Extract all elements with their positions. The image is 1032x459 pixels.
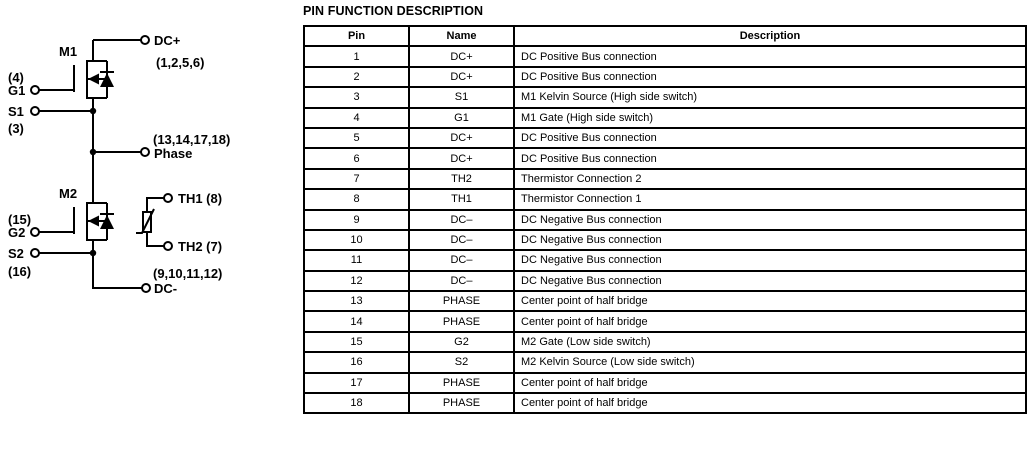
table-row bbox=[304, 67, 1026, 87]
table-row bbox=[304, 87, 1026, 107]
schematic-svg bbox=[0, 0, 300, 459]
name-cell: PHASE bbox=[409, 311, 514, 331]
description-column-header: Description bbox=[514, 26, 1026, 46]
table-row bbox=[304, 169, 1026, 189]
name-cell: S2 bbox=[409, 352, 514, 372]
table-row bbox=[304, 352, 1026, 372]
th2-label: TH2 (7) bbox=[178, 239, 223, 254]
description-cell: Center point of half bridge bbox=[514, 373, 1026, 393]
table-row bbox=[304, 46, 1026, 66]
table-row bbox=[304, 373, 1026, 393]
description-cell: Thermistor Connection 2 bbox=[514, 169, 1026, 189]
name-cell: S1 bbox=[409, 87, 514, 107]
table-row bbox=[304, 230, 1026, 250]
s2-pin-number: (16) bbox=[8, 264, 32, 279]
description-cell: DC Negative Bus connection bbox=[514, 250, 1026, 270]
pin-cell: 15 bbox=[304, 332, 409, 352]
name-cell: DC+ bbox=[409, 128, 514, 148]
name-cell: DC+ bbox=[409, 67, 514, 87]
pin-cell: 12 bbox=[304, 271, 409, 291]
table-row bbox=[304, 393, 1026, 413]
s1-pin-number: (3) bbox=[8, 121, 24, 136]
name-cell: DC– bbox=[409, 271, 514, 291]
table-row bbox=[304, 291, 1026, 311]
s2-label: S2 bbox=[8, 246, 24, 261]
s2-terminal bbox=[31, 249, 39, 257]
half-bridge-schematic bbox=[0, 0, 300, 459]
pin-function-panel bbox=[303, 4, 1025, 414]
name-cell: TH1 bbox=[409, 189, 514, 209]
description-cell: Center point of half bridge bbox=[514, 291, 1026, 311]
description-cell: Thermistor Connection 1 bbox=[514, 189, 1026, 209]
description-cell: DC Negative Bus connection bbox=[514, 271, 1026, 291]
pin-cell: 3 bbox=[304, 87, 409, 107]
dc-minus-label: DC- bbox=[154, 281, 178, 296]
name-cell: DC+ bbox=[409, 148, 514, 168]
g1-terminal bbox=[31, 86, 39, 94]
thermistor-symbol bbox=[136, 197, 164, 247]
pin-cell: 13 bbox=[304, 291, 409, 311]
dc-plus-terminal bbox=[141, 36, 149, 44]
description-cell: DC Positive Bus connection bbox=[514, 128, 1026, 148]
description-cell: M2 Kelvin Source (Low side switch) bbox=[514, 352, 1026, 372]
s1-terminal bbox=[31, 107, 39, 115]
description-cell: M1 Kelvin Source (High side switch) bbox=[514, 87, 1026, 107]
name-cell: G1 bbox=[409, 108, 514, 128]
description-cell: DC Positive Bus connection bbox=[514, 148, 1026, 168]
description-cell: Center point of half bridge bbox=[514, 311, 1026, 331]
pin-table-body bbox=[304, 46, 1026, 413]
pin-cell: 18 bbox=[304, 393, 409, 413]
g2-pin-number: (15) bbox=[8, 212, 32, 227]
description-cell: DC Negative Bus connection bbox=[514, 230, 1026, 250]
pin-cell: 2 bbox=[304, 67, 409, 87]
name-column-header: Name bbox=[409, 26, 514, 46]
g1-label: G1 bbox=[8, 83, 26, 98]
name-cell: TH2 bbox=[409, 169, 514, 189]
phase-pin-numbers: (13,14,17,18) bbox=[153, 132, 231, 147]
table-row bbox=[304, 189, 1026, 209]
dc-minus-pin-numbers: (9,10,11,12) bbox=[153, 266, 223, 281]
g2-label: G2 bbox=[8, 225, 26, 240]
table-row bbox=[304, 108, 1026, 128]
pin-cell: 4 bbox=[304, 108, 409, 128]
g1-pin-number: (4) bbox=[8, 70, 24, 85]
m1-label: M1 bbox=[59, 44, 78, 59]
pin-column-header: Pin bbox=[304, 26, 409, 46]
table-row bbox=[304, 128, 1026, 148]
dc-minus-terminal bbox=[142, 284, 150, 292]
description-cell: DC Positive Bus connection bbox=[514, 46, 1026, 66]
m2-label: M2 bbox=[59, 186, 78, 201]
pin-cell: 9 bbox=[304, 210, 409, 230]
name-cell: PHASE bbox=[409, 393, 514, 413]
table-header-row bbox=[304, 26, 1026, 46]
description-cell: M1 Gate (High side switch) bbox=[514, 108, 1026, 128]
pin-cell: 17 bbox=[304, 373, 409, 393]
pin-cell: 6 bbox=[304, 148, 409, 168]
pin-function-table bbox=[303, 25, 1027, 414]
th1-label: TH1 (8) bbox=[178, 191, 223, 206]
phase-terminal bbox=[141, 148, 149, 156]
th2-terminal bbox=[164, 242, 172, 250]
pin-cell: 11 bbox=[304, 250, 409, 270]
name-cell: PHASE bbox=[409, 291, 514, 311]
pin-cell: 5 bbox=[304, 128, 409, 148]
dc-minus-wire bbox=[93, 253, 142, 288]
table-row bbox=[304, 332, 1026, 352]
name-cell: DC+ bbox=[409, 46, 514, 66]
pin-cell: 1 bbox=[304, 46, 409, 66]
table-row bbox=[304, 210, 1026, 230]
description-cell: Center point of half bridge bbox=[514, 393, 1026, 413]
table-row bbox=[304, 148, 1026, 168]
th1-terminal bbox=[164, 194, 172, 202]
pin-cell: 8 bbox=[304, 189, 409, 209]
s1-label: S1 bbox=[8, 104, 24, 119]
name-cell: PHASE bbox=[409, 373, 514, 393]
table-row bbox=[304, 311, 1026, 331]
pin-cell: 7 bbox=[304, 169, 409, 189]
pin-cell: 14 bbox=[304, 311, 409, 331]
description-cell: M2 Gate (Low side switch) bbox=[514, 332, 1026, 352]
phase-label: Phase bbox=[154, 146, 193, 161]
description-cell: DC Negative Bus connection bbox=[514, 210, 1026, 230]
page-title: PIN FUNCTION DESCRIPTION bbox=[303, 4, 484, 18]
pin-cell: 16 bbox=[304, 352, 409, 372]
name-cell: G2 bbox=[409, 332, 514, 352]
g2-terminal bbox=[31, 228, 39, 236]
table-row bbox=[304, 250, 1026, 270]
dc-plus-label: DC+ bbox=[154, 33, 181, 48]
dc-plus-pin-numbers: (1,2,5,6) bbox=[156, 55, 205, 70]
name-cell: DC– bbox=[409, 210, 514, 230]
table-row bbox=[304, 271, 1026, 291]
pin-cell: 10 bbox=[304, 230, 409, 250]
description-cell: DC Positive Bus connection bbox=[514, 67, 1026, 87]
name-cell: DC– bbox=[409, 230, 514, 250]
name-cell: DC– bbox=[409, 250, 514, 270]
